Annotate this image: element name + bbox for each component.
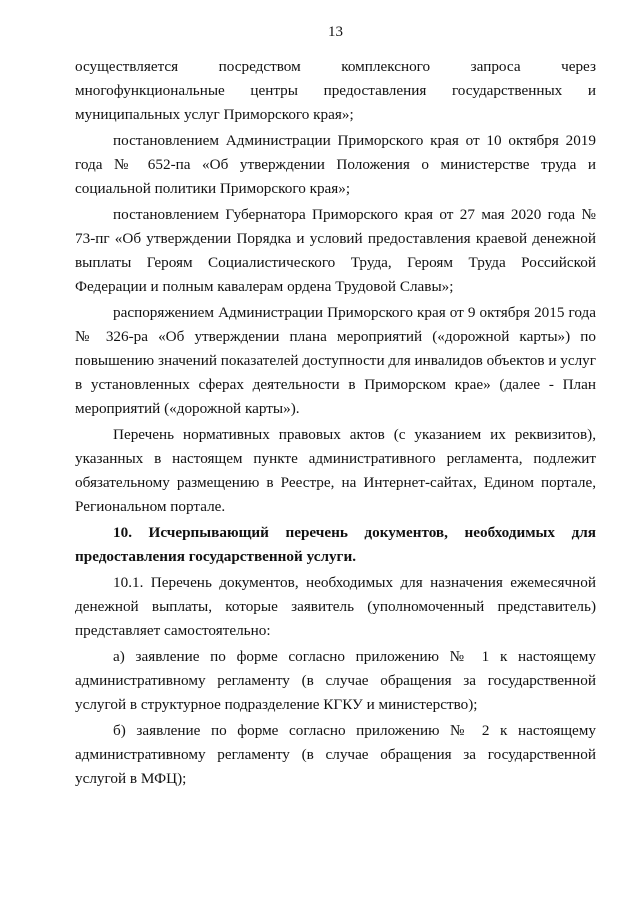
page-number: 13	[328, 24, 343, 40]
paragraph-9: б) заявление по форме согласно приложению № 2 к настоящему административному регламенту (в случае обращения за государственной услугой в МФЦ);	[75, 722, 596, 787]
section-heading: 10. Исчерпывающий перечень документов, необходимых для предоставления государственной услуги.	[75, 524, 596, 565]
paragraph-8: а) заявление по форме согласно приложению № 1 к настоящему административному регламенту (в случае обращения за государственной услугой в структурное подразделение КГКУ и министерство);	[75, 648, 596, 713]
paragraph-3: постановлением Губернатора Приморского края от 27 мая 2020 года № 73-пг «Об утверждении Порядка и условий предоставления краевой денежной выплаты Героям Социалистического Труда, Героям Труда Российской Федерации и полным кавалерам ордена Трудовой Славы»;	[75, 206, 596, 295]
paragraph-1: осуществляется посредством комплексного запроса через многофункциональные центры предоставления государственных и муниципальных услуг Приморского края»;	[75, 58, 596, 123]
paragraph-7: 10.1. Перечень документов, необходимых для назначения ежемесячной денежной выплаты, которые заявитель (уполномоченный представитель) представляет самостоятельно:	[75, 574, 596, 639]
paragraph-4: распоряжением Администрации Приморского края от 9 октября 2015 года № 326-ра «Об утверждении плана мероприятий («дорожной карты») по повышению значений показателей доступности для инвалидов объектов и услуг в установленных сферах деятельности в Приморском крае» (далее - План мероприятий («дорожной карты»).	[75, 304, 596, 417]
paragraph-2: постановлением Администрации Приморского края от 10 октября 2019 года № 652-па «Об утверждении Положения о министерстве труда и социальной политики Приморского края»;	[75, 132, 596, 197]
paragraph-5: Перечень нормативных правовых актов (с указанием их реквизитов), указанных в настоящем пункте административного регламента, подлежит обязательному размещению в Реестре, на Интернет-сайтах, Едином портале, Региональном портале.	[75, 426, 596, 515]
